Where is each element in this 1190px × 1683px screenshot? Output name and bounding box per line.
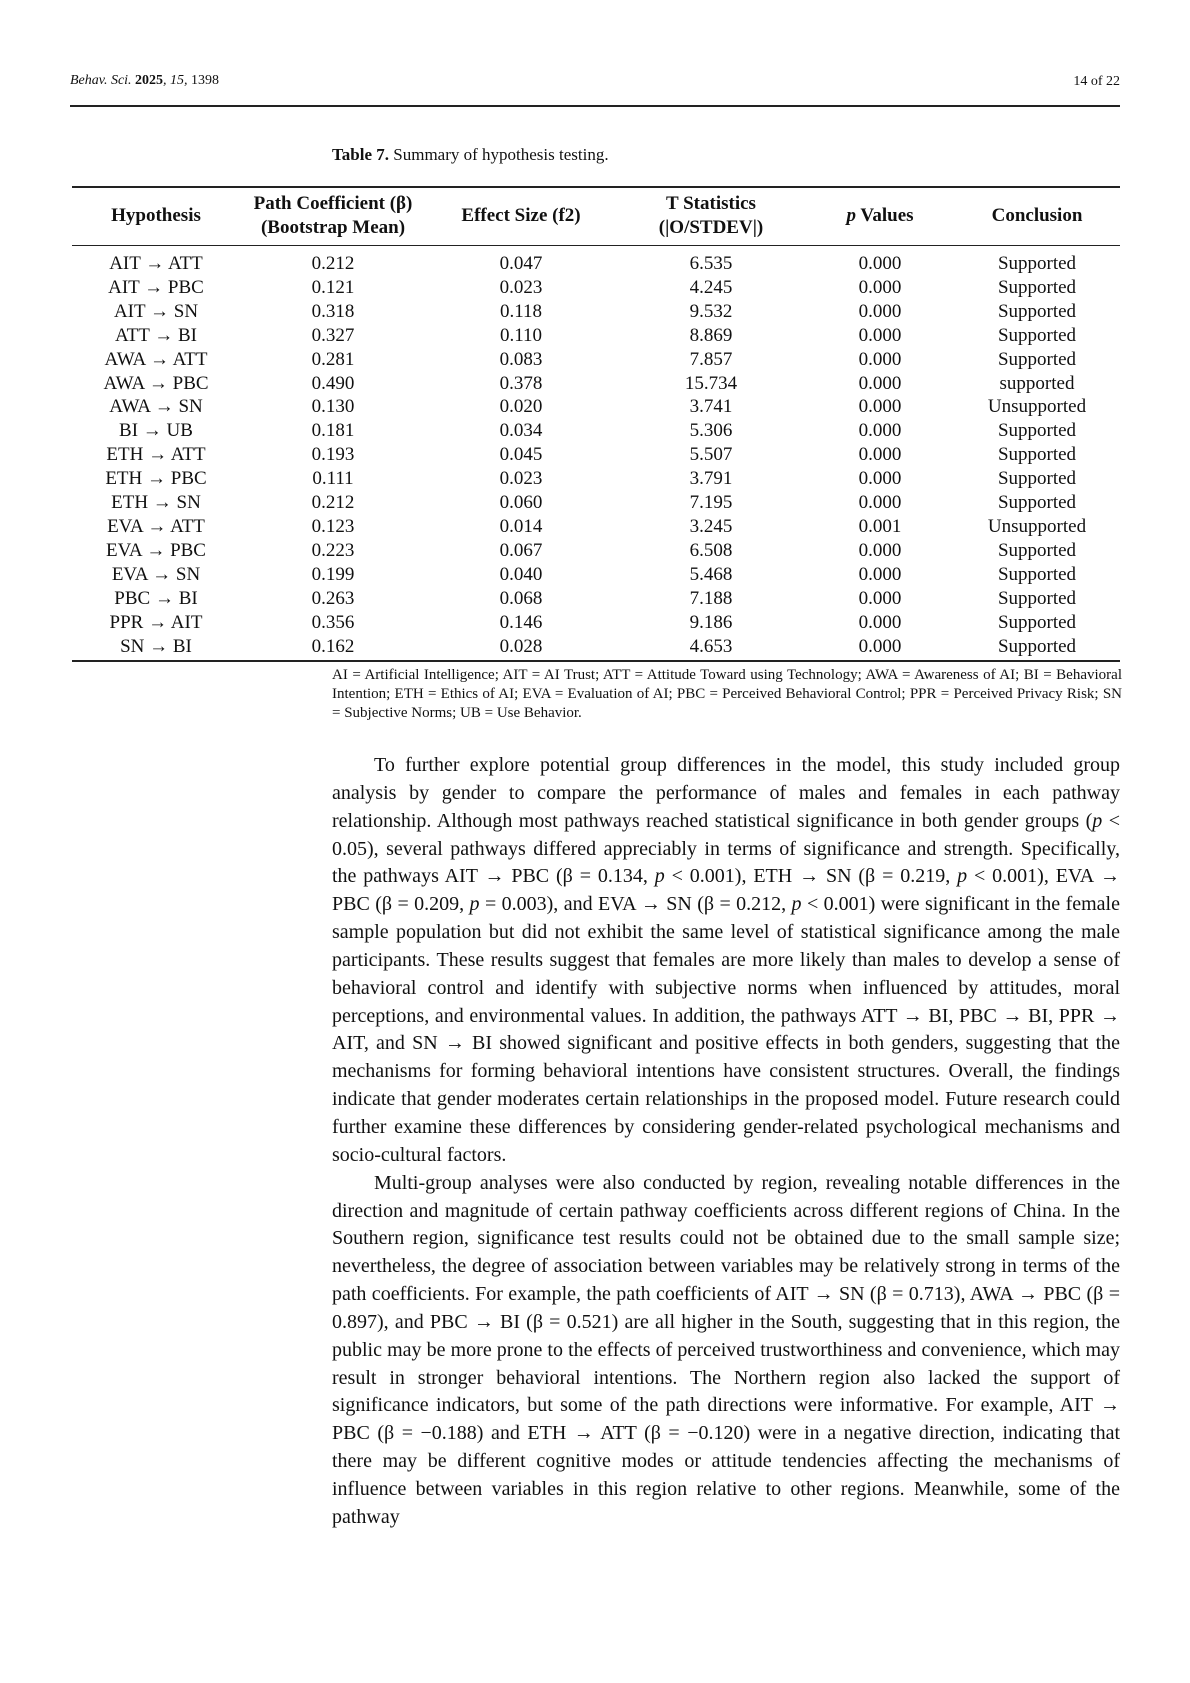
cell-p-value: 0.001 [858,515,902,537]
table-row [72,395,1120,419]
article-number: 1398 [191,73,220,88]
table-row [72,372,1120,396]
cell-hypothesis: PPR → AIT [109,611,203,633]
italic-symbol: p [469,893,480,916]
col-header-p-values-text: Values [855,205,914,226]
cell-p-value: 0.000 [858,587,902,609]
table-row [72,635,1120,662]
table-body [72,246,1120,662]
cell-t-statistic: 8.869 [689,324,733,346]
cell-conclusion: Supported [997,539,1077,561]
cell-t-statistic: 3.741 [689,396,733,418]
cell-path-coefficient: 0.130 [311,396,355,418]
cell-p-value: 0.000 [858,396,902,418]
cell-t-statistic: 15.734 [684,372,738,394]
cell-conclusion: supported [999,372,1075,394]
cell-conclusion: Supported [997,348,1077,370]
cell-conclusion: Supported [997,468,1077,490]
cell-path-coefficient: 0.111 [312,468,354,490]
cell-path-coefficient: 0.490 [311,372,355,394]
cell-effect-size: 0.045 [499,444,543,466]
cell-p-value: 0.000 [858,611,902,633]
journal-year: 2025 [135,73,164,88]
cell-p-value: 0.000 [858,468,902,490]
cell-t-statistic: 9.532 [689,300,733,322]
cell-path-coefficient: 0.199 [311,563,355,585]
cell-conclusion: Supported [997,324,1077,346]
cell-effect-size: 0.110 [499,324,543,346]
cell-hypothesis: EVA → PBC [106,539,206,561]
table-row [72,443,1120,467]
cell-conclusion: Supported [997,611,1077,633]
cell-effect-size: 0.040 [499,563,543,585]
cell-hypothesis: ATT → BI [115,324,197,346]
p-symbol: p [846,205,856,226]
cell-effect-size: 0.020 [499,396,543,418]
cell-effect-size: 0.118 [499,300,543,322]
cell-path-coefficient: 0.162 [311,635,355,657]
cell-conclusion: Supported [997,253,1077,274]
cell-path-coefficient: 0.263 [311,587,355,609]
paragraph-gender-analysis [332,752,1120,1170]
cell-path-coefficient: 0.123 [311,515,355,537]
cell-effect-size: 0.023 [499,276,543,298]
cell-conclusion: Supported [997,420,1077,442]
cell-t-statistic: 9.186 [689,611,733,633]
cell-t-statistic: 4.245 [689,276,733,298]
table-row [72,587,1120,611]
cell-p-value: 0.000 [858,492,902,514]
cell-effect-size: 0.047 [499,253,543,274]
page-number: 14 of 22 [1073,74,1120,89]
cell-conclusion: Supported [997,444,1077,466]
table-row [72,563,1120,587]
col-header-p-values [806,187,954,246]
cell-p-value: 0.000 [858,635,902,657]
table-note: AI = Artificial Intelligence; AIT = AI Trust; ATT = Attitude Toward using Technology; AWA = Awareness of AI; BI = Behavioral Intention; ETH = Ethics of AI; EVA = Evaluation of AI; PBC = Perceived Behavioral Control; PPR = Perceived Privacy Risk; SN = Subjective Norms; UB = Use Behavior. [332,667,1122,721]
italic-symbol: p [1092,809,1103,832]
cell-t-statistic: 7.188 [689,587,733,609]
col-header-t-statistics-line1: T Statistics [666,193,756,214]
cell-effect-size: 0.068 [499,587,543,609]
cell-p-value: 0.000 [858,276,902,298]
cell-p-value: 0.000 [858,253,902,274]
col-header-conclusion: Conclusion [991,205,1083,226]
cell-effect-size: 0.083 [499,348,543,370]
body-text [332,752,1120,1532]
cell-conclusion: Supported [997,587,1077,609]
col-header-t-statistics [616,187,806,246]
cell-path-coefficient: 0.121 [311,276,355,298]
text-run: < 0.001), EVA → PBC (β = 0.209, [332,865,1120,916]
cell-t-statistic: 3.245 [689,515,733,537]
journal-volume: 15 [170,73,185,88]
journal-citation: Behav. Sci. 2025, 15, 1398 [70,73,220,88]
cell-hypothesis: ETH → ATT [106,444,206,466]
cell-t-statistic: 6.508 [689,539,733,561]
journal-abbrev: Behav. Sci. [70,73,132,88]
cell-conclusion: Unsupported [987,515,1087,537]
cell-t-statistic: 4.653 [689,635,733,657]
cell-hypothesis: EVA → ATT [107,515,205,537]
text-run: = 0.003), and EVA → SN (β = 0.212, [479,893,792,916]
cell-p-value: 0.000 [858,300,902,322]
cell-hypothesis: AWA → SN [109,396,203,418]
cell-conclusion: Supported [997,492,1077,514]
cell-path-coefficient: 0.193 [311,444,355,466]
table-row [72,491,1120,515]
cell-hypothesis: AIT → SN [113,300,199,322]
cell-effect-size: 0.028 [499,635,543,657]
cell-effect-size: 0.014 [499,515,543,537]
text-run: To further explore potential group differences in the model, this study included group analysis by gender to compare the performance of males and females in each pathway relationship. Although most pathways reached statistical significance in both gender groups ( [332,754,1120,832]
cell-path-coefficient: 0.212 [311,253,355,274]
cell-hypothesis: AWA → ATT [104,348,208,370]
cell-hypothesis: PBC → BI [114,587,198,609]
cell-conclusion: Supported [997,563,1077,585]
cell-effect-size: 0.023 [499,468,543,490]
cell-effect-size: 0.067 [499,539,543,561]
cell-effect-size: 0.034 [499,420,543,442]
table-row [72,246,1120,276]
cell-path-coefficient: 0.327 [311,324,355,346]
col-header-t-statistics-line2: (|O/STDEV|) [658,217,764,238]
cell-hypothesis: AWA → PBC [103,372,209,394]
cell-hypothesis: ETH → SN [111,492,201,514]
cell-conclusion: Supported [997,276,1077,298]
table-row [72,419,1120,443]
paragraph-region-analysis [332,1170,1120,1532]
cell-p-value: 0.000 [858,348,902,370]
cell-path-coefficient: 0.223 [311,539,355,561]
cell-hypothesis: ETH → PBC [105,468,207,490]
italic-symbol: p [791,893,802,916]
table-row [72,515,1120,539]
text-run: < 0.001), ETH → SN (β = 0.219, [664,865,958,888]
hypothesis-table [72,186,1120,662]
table-header-row [72,187,1120,246]
cell-hypothesis: EVA → SN [111,563,201,585]
cell-hypothesis: BI → UB [119,420,193,442]
cell-path-coefficient: 0.212 [311,492,355,514]
text-run: < 0.05), several pathways differed appreciably in terms of significance and strength. Specifically, the pathways AIT → PBC (β = 0.134, [332,809,1120,888]
italic-symbol: p [957,865,968,888]
table-row [72,324,1120,348]
col-header-path-coefficient-line1: Path Coefficient (β) [253,193,413,214]
table-row [72,348,1120,372]
cell-path-coefficient: 0.181 [311,420,355,442]
cell-t-statistic: 3.791 [689,468,733,490]
cell-hypothesis: AIT → ATT [109,253,203,274]
italic-symbol: p [654,865,665,888]
cell-p-value: 0.000 [858,420,902,442]
col-header-effect-size: Effect Size (f2) [461,205,581,226]
col-header-path-coefficient [240,187,426,246]
cell-t-statistic: 7.195 [689,492,733,514]
cell-t-statistic: 5.468 [689,563,733,585]
running-header [70,69,1120,107]
table-row [72,611,1120,635]
cell-t-statistic: 5.507 [689,444,733,466]
cell-p-value: 0.000 [858,539,902,561]
table-row [72,300,1120,324]
table-row [72,539,1120,563]
text-run: < 0.001) were significant in the female sample population but did not exhibit the same level of statistical significance among the male participants. These results suggest that females are more likely than males to develop a sense of behavioral control and identify with subjective norms when influenced by attitudes, moral perceptions, and environmental values. In addition, the pathways ATT → BI, PBC → BI, PPR → AIT, and SN → BI showed significant and positive effects in both genders, suggesting that the mechanisms for forming behavioral intentions have consistent structures. Overall, the findings indicate that gender moderates certain relationships in the proposed model. Future research could further examine these differences by considering gender-related psychological mechanisms and socio-cultural factors. [332,893,1120,1166]
cell-path-coefficient: 0.318 [311,300,355,322]
table-row [72,467,1120,491]
cell-hypothesis: AIT → PBC [108,276,204,298]
table-row [72,276,1120,300]
text-run: Multi-group analyses were also conducted by region, revealing notable differences in the direction and magnitude of certain pathway coefficients across different regions of China. In the Southern region, significance test results could not be obtained due to the small sample size; nevertheless, the degree of association between variables may be relatively strong in terms of the path coefficients. For example, the path coefficients of AIT → SN (β = 0.713), AWA → PBC (β = 0.897), and PBC → BI (β = 0.521) are all higher in the South, suggesting that in this region, the public may be more prone to the effects of perceived trustworthiness and convenience, which may result in stronger behavioral intentions. The Northern region also lacked the support of significance indicators, but some of the path directions were informative. For example, AIT → PBC (β = −0.188) and ETH → ATT (β = −0.120) were in a negative direction, indicating that there may be different cognitive modes or attitude tendencies affecting the mechanisms of influence between variables in this region relative to other regions. Meanwhile, some of the pathway [332,1171,1120,1528]
col-header-hypothesis: Hypothesis [111,205,201,226]
cell-conclusion: Unsupported [987,396,1087,418]
cell-conclusion: Supported [997,300,1077,322]
cell-p-value: 0.000 [858,444,902,466]
cell-conclusion: Supported [997,635,1077,657]
cell-hypothesis: SN → BI [120,635,192,657]
cell-effect-size: 0.060 [499,492,543,514]
cell-p-value: 0.000 [858,563,902,585]
table-caption-label: Table 7. [332,145,390,164]
cell-effect-size: 0.378 [499,372,543,394]
cell-t-statistic: 6.535 [689,253,733,274]
cell-effect-size: 0.146 [499,611,543,633]
cell-path-coefficient: 0.281 [311,348,355,370]
cell-path-coefficient: 0.356 [311,611,355,633]
table-caption [332,145,609,165]
cell-p-value: 0.000 [858,324,902,346]
col-header-path-coefficient-line2: (Bootstrap Mean) [260,217,406,238]
cell-t-statistic: 7.857 [689,348,733,370]
cell-p-value: 0.000 [858,372,902,394]
table-caption-text: Summary of hypothesis testing. [393,145,609,164]
cell-t-statistic: 5.306 [689,420,733,442]
